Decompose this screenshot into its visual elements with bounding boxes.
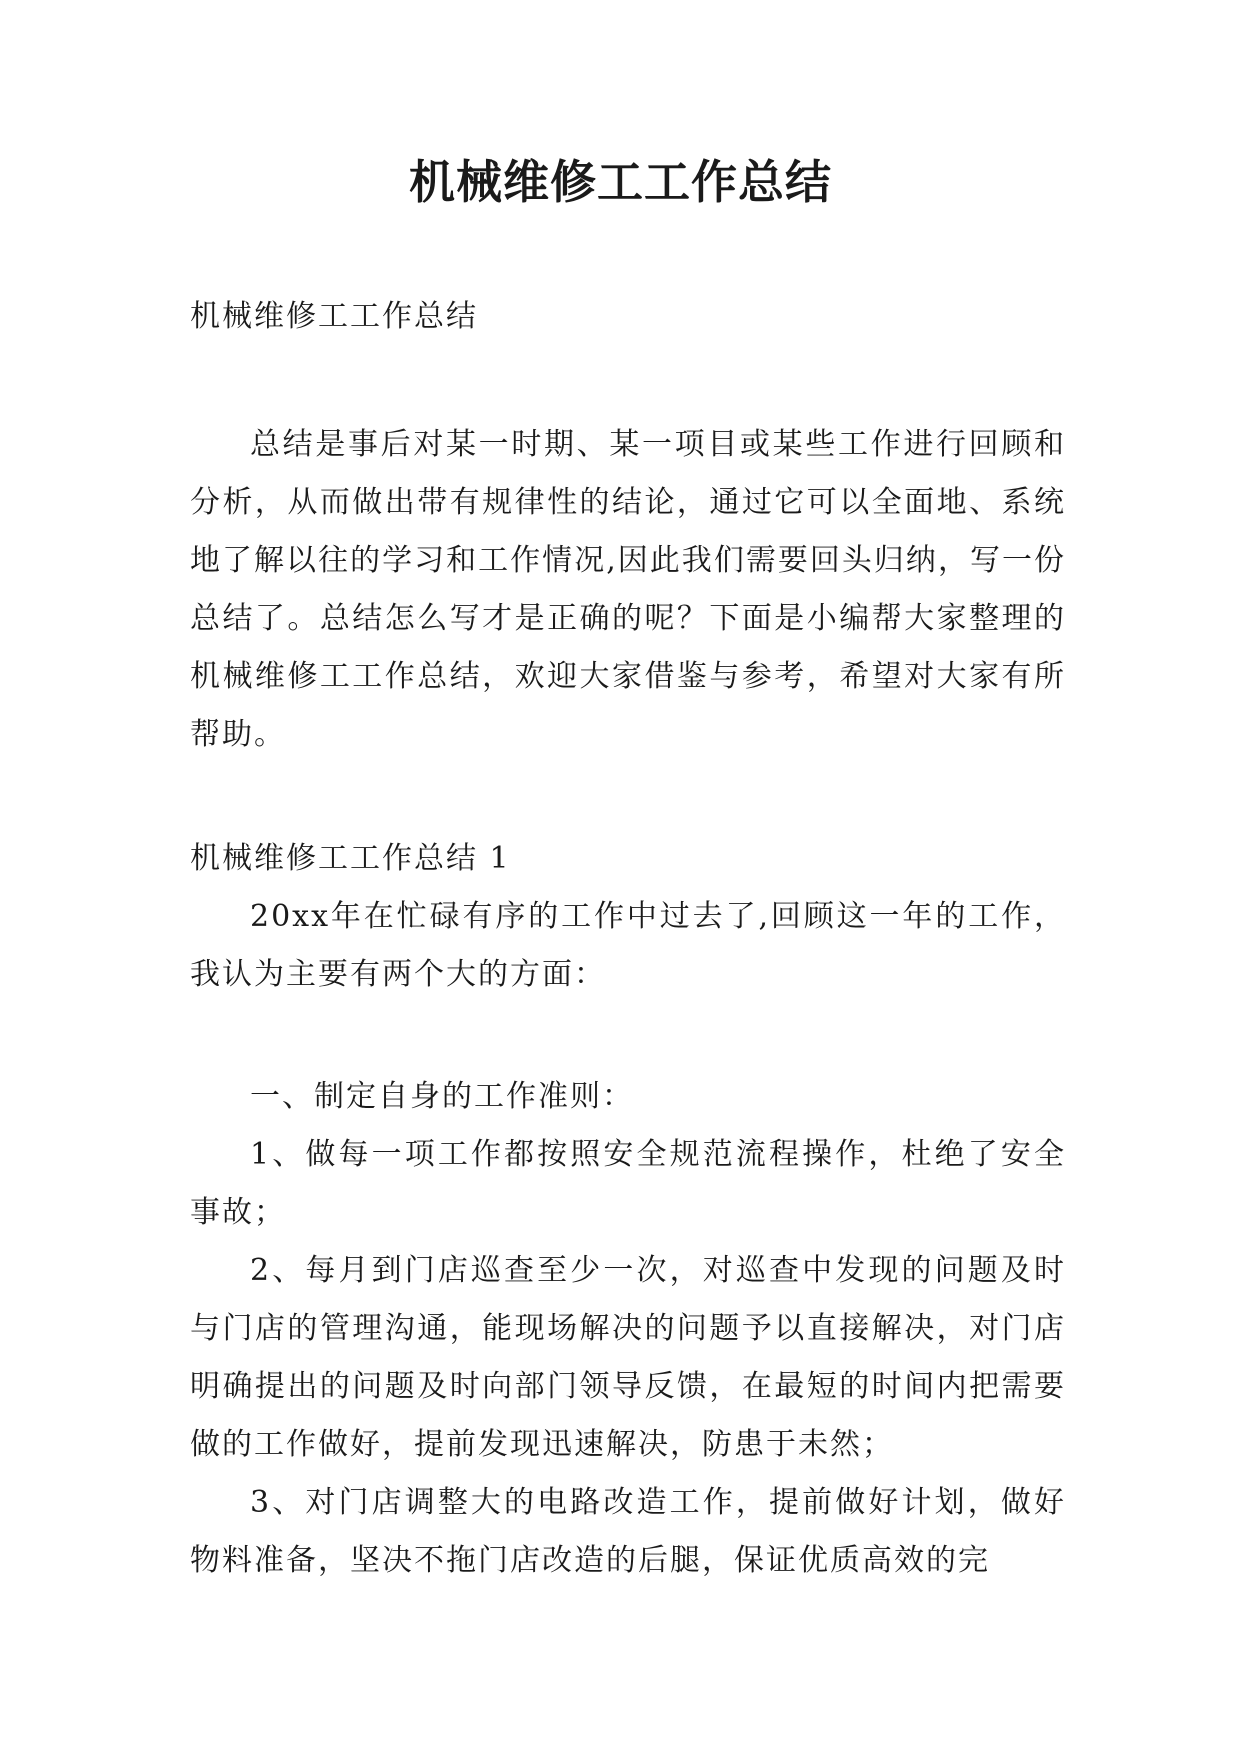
list-item: 2、每月到门店巡查至少一次，对巡查中发现的问题及时与门店的管理沟通，能现场解决的问题予以直接解决，对门店明确提出的问题及时向部门领导反馈，在最短的时间内把需要做的工作做好，提前发现迅速解决，防患于未然； (190, 1253, 1066, 1462)
document-body (190, 288, 1066, 1590)
intro-paragraph: 总结是事后对某一时期、某一项目或某些工作进行回顾和分析，从而做出带有规律性的结论，通过它可以全面地、系统地了解以往的学习和工作情况,因此我们需要回头归纳，写一份总结了。总结怎么写才是正确的呢？下面是小编帮大家整理的机械维修工工作总结，欢迎大家借鉴与参考，希望对大家有所帮助。 (190, 427, 1066, 752)
part-heading: 一、制定自身的工作准则： (250, 1079, 634, 1114)
list-item: 1、做每一项工作都按照安全规范流程操作，杜绝了安全事故； (190, 1137, 1066, 1230)
list-item: 3、对门店调整大的电路改造工作，提前做好计划，做好物料准备，坚决不拖门店改造的后腿，保证优质高效的完 (190, 1485, 1066, 1578)
document-subtitle: 机械维修工工作总结 (190, 299, 478, 334)
section-intro-paragraph: 20xx年在忙碌有序的工作中过去了,回顾这一年的工作，我认为主要有两个大的方面： (190, 899, 1066, 992)
section-heading: 机械维修工工作总结 1 (190, 841, 511, 876)
document-title: 机械维修工工作总结 (409, 155, 832, 209)
